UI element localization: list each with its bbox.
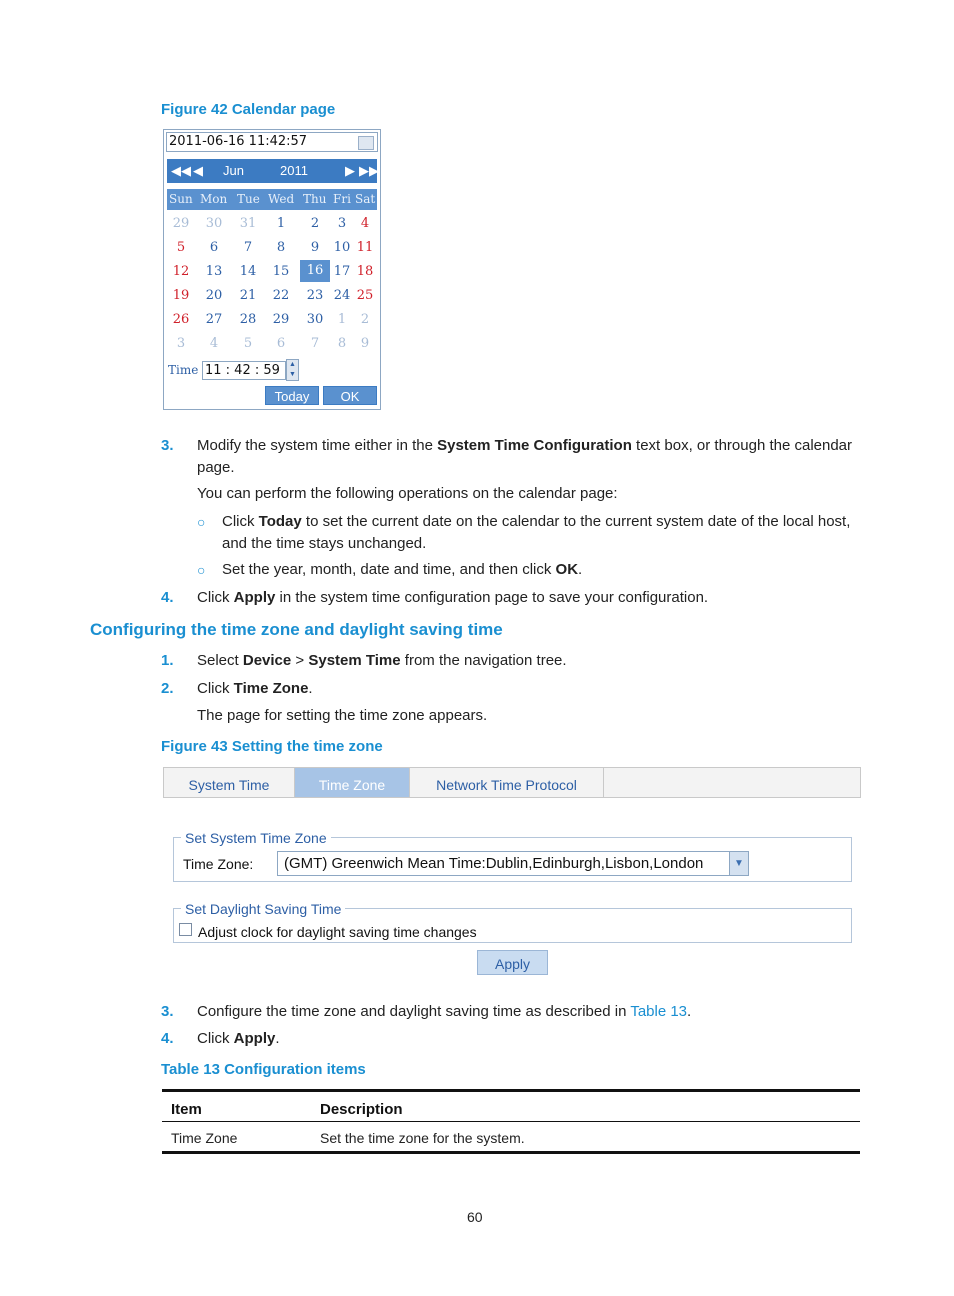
calendar-day[interactable]: 20 [205,288,223,303]
calendar-day[interactable]: 18 [356,264,374,279]
spin-up-icon[interactable]: ▲ [289,361,296,368]
calendar-day[interactable]: 1 [337,312,347,327]
calendar-day[interactable]: 28 [239,312,257,327]
calendar-day[interactable]: 12 [172,264,190,279]
weekday-label: Fri [333,192,351,206]
dst-checkbox[interactable] [179,923,192,936]
calendar-year[interactable]: 2011 [280,163,308,178]
datetime-value: 2011-06-16 11:42:57 [169,134,308,149]
table-top-rule [162,1089,860,1092]
step-text: Click Time Zone. [197,680,313,697]
calendar-day[interactable]: 21 [239,288,257,303]
step-subtext: You can perform the following operations on the calendar page: [197,485,618,502]
calendar-day[interactable]: 23 [306,288,324,303]
time-zone-label: Time Zone: [183,856,254,872]
calendar-day[interactable]: 3 [337,216,347,231]
datetime-input[interactable] [166,132,378,152]
calendar-widget [163,129,381,410]
weekday-label: Wed [268,192,295,206]
table-header-description: Description [320,1101,403,1118]
time-spinner[interactable] [286,359,299,381]
calendar-day[interactable]: 25 [356,288,374,303]
time-label: Time [168,363,199,377]
weekday-label: Sun [169,192,193,206]
calendar-day[interactable]: 29 [172,216,190,231]
chevron-down-icon[interactable]: ▼ [729,852,748,875]
calendar-day[interactable]: 6 [276,336,286,351]
step-text: Configure the time zone and daylight saving time as described in Table 13. [197,1003,692,1020]
calendar-day[interactable]: 19 [172,288,190,303]
step-text: Click Apply in the system time configuration page to save your configuration. [197,589,709,606]
weekday-header [167,189,377,210]
calendar-month[interactable]: Jun [223,163,244,178]
bullet-text: Set the year, month, date and time, and then click OK. [222,561,583,578]
prev-year-icon[interactable]: ◀◀ [171,163,191,178]
step-number: 3. [161,437,174,454]
weekday-label: Tue [237,192,260,206]
dst-checkbox-label: Adjust clock for daylight saving time changes [198,924,477,940]
spin-down-icon[interactable]: ▼ [289,371,296,378]
step-text: Modify the system time either in the System Time Configuration text box, or through the calendar [197,437,853,454]
page-number: 60 [467,1209,483,1225]
calendar-day[interactable]: 30 [306,312,324,327]
calendar-day[interactable]: 14 [239,264,257,279]
weekday-label: Mon [200,192,228,206]
bullet-icon: ○ [197,514,206,530]
calendar-day[interactable]: 7 [310,336,320,351]
step-number: 3. [161,1003,174,1020]
step-number: 4. [161,1030,174,1047]
calendar-day[interactable]: 2 [310,216,320,231]
step-number: 2. [161,680,174,697]
table-13-caption: Table 13 Configuration items [161,1061,366,1078]
calendar-day[interactable]: 4 [360,216,370,231]
calendar-day[interactable]: 22 [272,288,290,303]
calendar-day[interactable]: 9 [310,240,320,255]
table-header-rule [162,1121,860,1122]
step-subtext: The page for setting the time zone appears. [197,707,488,724]
table-header-item: Item [171,1101,202,1118]
calendar-day[interactable]: 26 [172,312,190,327]
bullet-text: Click Today to set the current date on the calendar to the current system date of the local host, [222,513,851,530]
calendar-day[interactable]: 13 [205,264,223,279]
calendar-icon[interactable] [358,136,374,150]
tab-bar [163,767,861,798]
next-year-icon[interactable]: ▶▶ [359,163,379,178]
calendar-day[interactable]: 31 [239,216,257,231]
calendar-day[interactable]: 5 [243,336,253,351]
prev-month-icon[interactable]: ◀ [193,163,203,178]
calendar-day[interactable]: 16 [300,260,330,282]
step-text: Select Device > System Time from the navigation tree. [197,652,567,669]
table-cell: Set the time zone for the system. [320,1130,525,1146]
calendar-day[interactable]: 27 [205,312,223,327]
step-text-cont: page. [197,459,235,476]
bullet-text-cont: and the time stays unchanged. [222,535,427,552]
tab-system-time[interactable]: System Time [164,768,295,797]
time-zone-select[interactable] [277,851,749,876]
calendar-day[interactable]: 15 [272,264,290,279]
calendar-day[interactable]: 3 [176,336,186,351]
step-text: Click Apply. [197,1030,280,1047]
calendar-day[interactable]: 6 [209,240,219,255]
calendar-day[interactable]: 11 [356,240,374,255]
table-bottom-rule [162,1151,860,1154]
fieldset-legend: Set Daylight Saving Time [181,901,345,917]
calendar-day[interactable]: 7 [243,240,253,255]
bullet-icon: ○ [197,562,206,578]
calendar-day[interactable]: 29 [272,312,290,327]
calendar-day[interactable]: 9 [360,336,370,351]
table-cell: Time Zone [171,1130,238,1146]
figure-43-caption: Figure 43 Setting the time zone [161,738,383,755]
calendar-header [167,159,377,183]
calendar-day[interactable]: 4 [209,336,219,351]
table-13-link[interactable]: Table 13 [630,1003,688,1020]
calendar-day[interactable]: 1 [276,216,286,231]
fieldset-legend: Set System Time Zone [181,830,331,846]
step-number: 1. [161,652,174,669]
ok-button[interactable]: OK [323,386,377,405]
weekday-label: Thu [303,192,327,206]
calendar-day[interactable]: 8 [276,240,286,255]
figure-42-caption: Figure 42 Calendar page [161,101,336,118]
weekday-label: Sat [355,192,376,206]
calendar-day[interactable]: 10 [333,240,351,255]
calendar-day[interactable]: 8 [337,336,347,351]
calendar-day[interactable]: 2 [360,312,370,327]
time-zone-value: (GMT) Greenwich Mean Time:Dublin,Edinburgh,Lisbon,London [284,855,704,872]
tab-time-zone[interactable]: Time Zone [295,768,410,797]
today-button[interactable]: Today [265,386,319,405]
calendar-day[interactable]: 30 [205,216,223,231]
next-month-icon[interactable]: ▶ [345,163,355,178]
calendar-day[interactable]: 24 [333,288,351,303]
step-number: 4. [161,589,174,606]
calendar-day[interactable]: 17 [333,264,351,279]
calendar-day[interactable]: 5 [176,240,186,255]
time-input[interactable]: 11 : 42 : 59 [202,361,286,380]
tab-network-time-protocol[interactable]: Network Time Protocol [410,768,604,797]
section-heading: Configuring the time zone and daylight saving time [90,620,503,639]
apply-button[interactable]: Apply [477,950,548,975]
